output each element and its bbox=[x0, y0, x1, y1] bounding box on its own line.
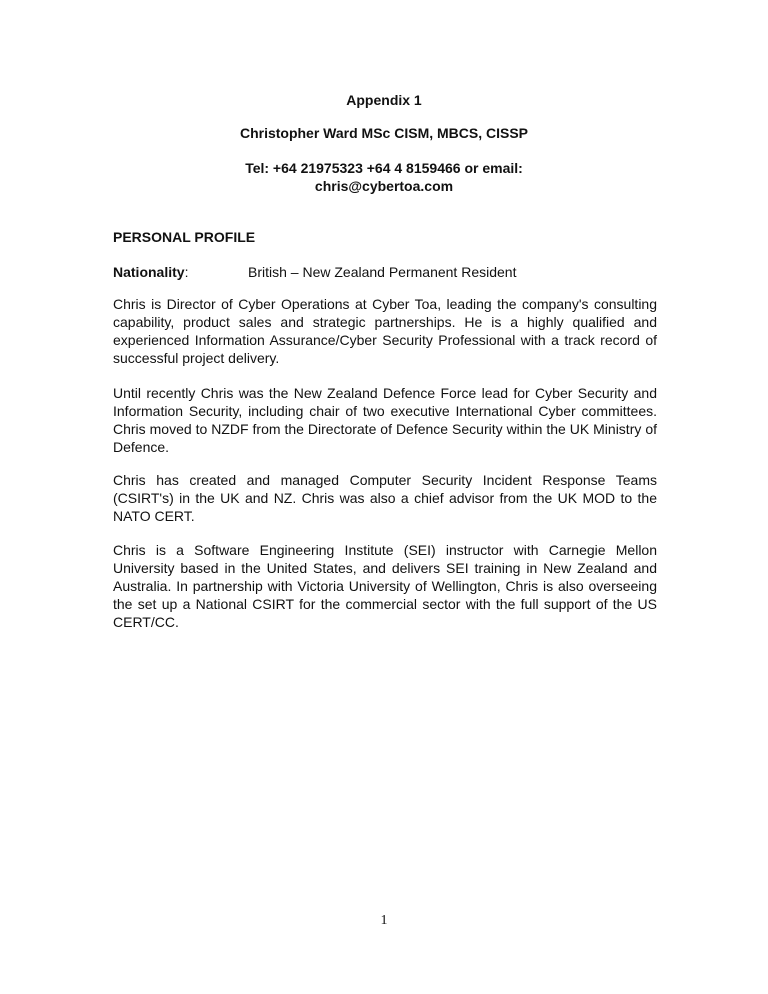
section-heading: PERSONAL PROFILE bbox=[113, 229, 256, 245]
contact-phone-line: Tel: +64 21975323 +64 4 8159466 or email: bbox=[245, 160, 523, 176]
nationality-label: Nationality bbox=[113, 264, 185, 280]
appendix-title: Appendix 1 bbox=[346, 92, 422, 108]
profile-paragraph: Chris is a Software Engineering Institute (SEI) instructor with Carnegie Mellon University based in the United States, and delivers SEI training in New Zealand and Australia. In partnership with Victoria University of Wellington, Chris is also overseeing the set up a National CSIRT for the commercial sector with the full support of the US CERT/CC. bbox=[113, 542, 657, 630]
profile-paragraph: Chris has created and managed Computer Security Incident Response Teams (CSIRT's) in the UK and NZ. Chris was also a chief advisor from the UK MOD to the NATO CERT. bbox=[113, 472, 657, 524]
page-number: 1 bbox=[380, 913, 388, 928]
profile-paragraph: Until recently Chris was the New Zealand Defence Force lead for Cyber Security and Information Security, including chair of two executive International Cyber committees. Chris moved to NZDF from the Directorate of Defence Security within the UK Ministry of Defence. bbox=[113, 385, 657, 455]
profile-paragraph: Chris is Director of Cyber Operations at Cyber Toa, leading the company's consulting capability, product sales and strategic partnerships. He is a highly qualified and experienced Information Assurance/Cyber Security Professional with a track record of successful project delivery. bbox=[113, 296, 657, 366]
author-name-line: Christopher Ward MSc CISM, MBCS, CISSP bbox=[239, 125, 529, 141]
nationality-value: British – New Zealand Permanent Resident bbox=[248, 264, 517, 280]
nationality-colon: : bbox=[184, 264, 189, 280]
contact-email-line: chris@cybertoa.com bbox=[314, 178, 454, 194]
nationality-row bbox=[113, 263, 658, 281]
